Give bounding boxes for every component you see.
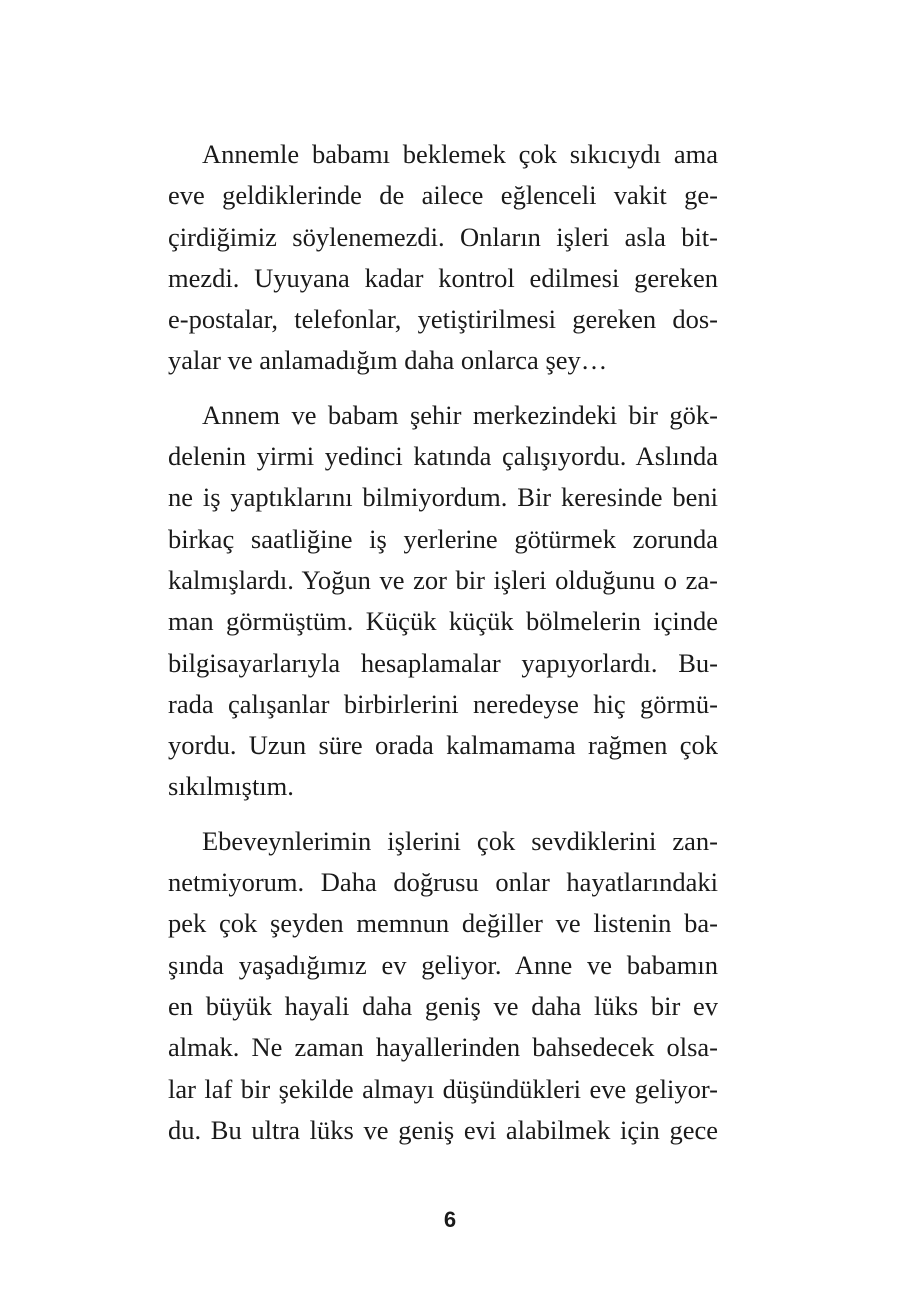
text-line: eve geldiklerinde de ailece eğlenceli vakit ge- [168, 180, 718, 211]
text-line: delenin yirmi yedinci katında çalışıyordu. Aslında [168, 441, 718, 472]
text-line: Annem ve babam şehir merkezindeki bir gök- [202, 399, 718, 430]
text-line: birkaç saatliğine iş yerlerine götürmek zorunda [168, 523, 718, 554]
text-line: en büyük hayali daha geniş ve daha lüks bir ev [168, 990, 718, 1021]
text-line: çirdiğimiz söylenemezdi. Onların işleri asla bit- [168, 221, 718, 252]
text-line: Annemle babamı beklemek çok sıkıcıydı ama [202, 139, 718, 169]
text-line: yalar ve anlamadığım daha onlarca şey… [168, 345, 608, 376]
paragraph-1 [168, 134, 718, 382]
text-line: almak. Ne zaman hayallerinden bahsedecek olsa- [168, 1032, 718, 1063]
paragraph-2 [168, 395, 718, 808]
text-line: ne iş yaptıklarını bilmiyordum. Bir keresinde beni [168, 482, 718, 513]
text-line: kalmışlardı. Yoğun ve zor bir işleri olduğunu o za- [168, 564, 718, 595]
text-line: netmiyorum. Daha doğrusu onlar hayatlarındaki [168, 867, 718, 898]
text-line: yordu. Uzun süre orada kalmamama rağmen çok [168, 730, 718, 761]
body-text [168, 134, 718, 1164]
text-line: man görmüştüm. Küçük küçük bölmelerin içinde [168, 606, 718, 637]
text-line: mezdi. Uyuyana kadar kontrol edilmesi gereken [168, 262, 718, 293]
text-line: e-postalar, telefonlar, yetiştirilmesi gereken dos- [168, 304, 718, 335]
text-line: Ebeveynlerimin işlerini çok sevdiklerini zan- [202, 825, 718, 856]
text-line: pek çok şeyden memnun değiller ve listenin ba- [168, 908, 718, 939]
text-line: rada çalışanlar birbirlerini neredeyse hiç görmü- [168, 688, 718, 719]
text-line: sıkılmıştım. [168, 771, 294, 802]
text-line: lar laf bir şekilde almayı düşündükleri eve geliyor- [168, 1073, 718, 1104]
text-line: şında yaşadığımız ev geliyor. Anne ve babamın [168, 949, 718, 980]
page-number: 6 [443, 1207, 457, 1232]
text-line: bilgisayarlarıyla hesaplamalar yapıyorlardı. Bu- [168, 647, 718, 678]
text-line: du. Bu ultra lüks ve geniş evi alabilmek için gece [168, 1114, 718, 1145]
paragraph-3 [168, 821, 718, 1151]
